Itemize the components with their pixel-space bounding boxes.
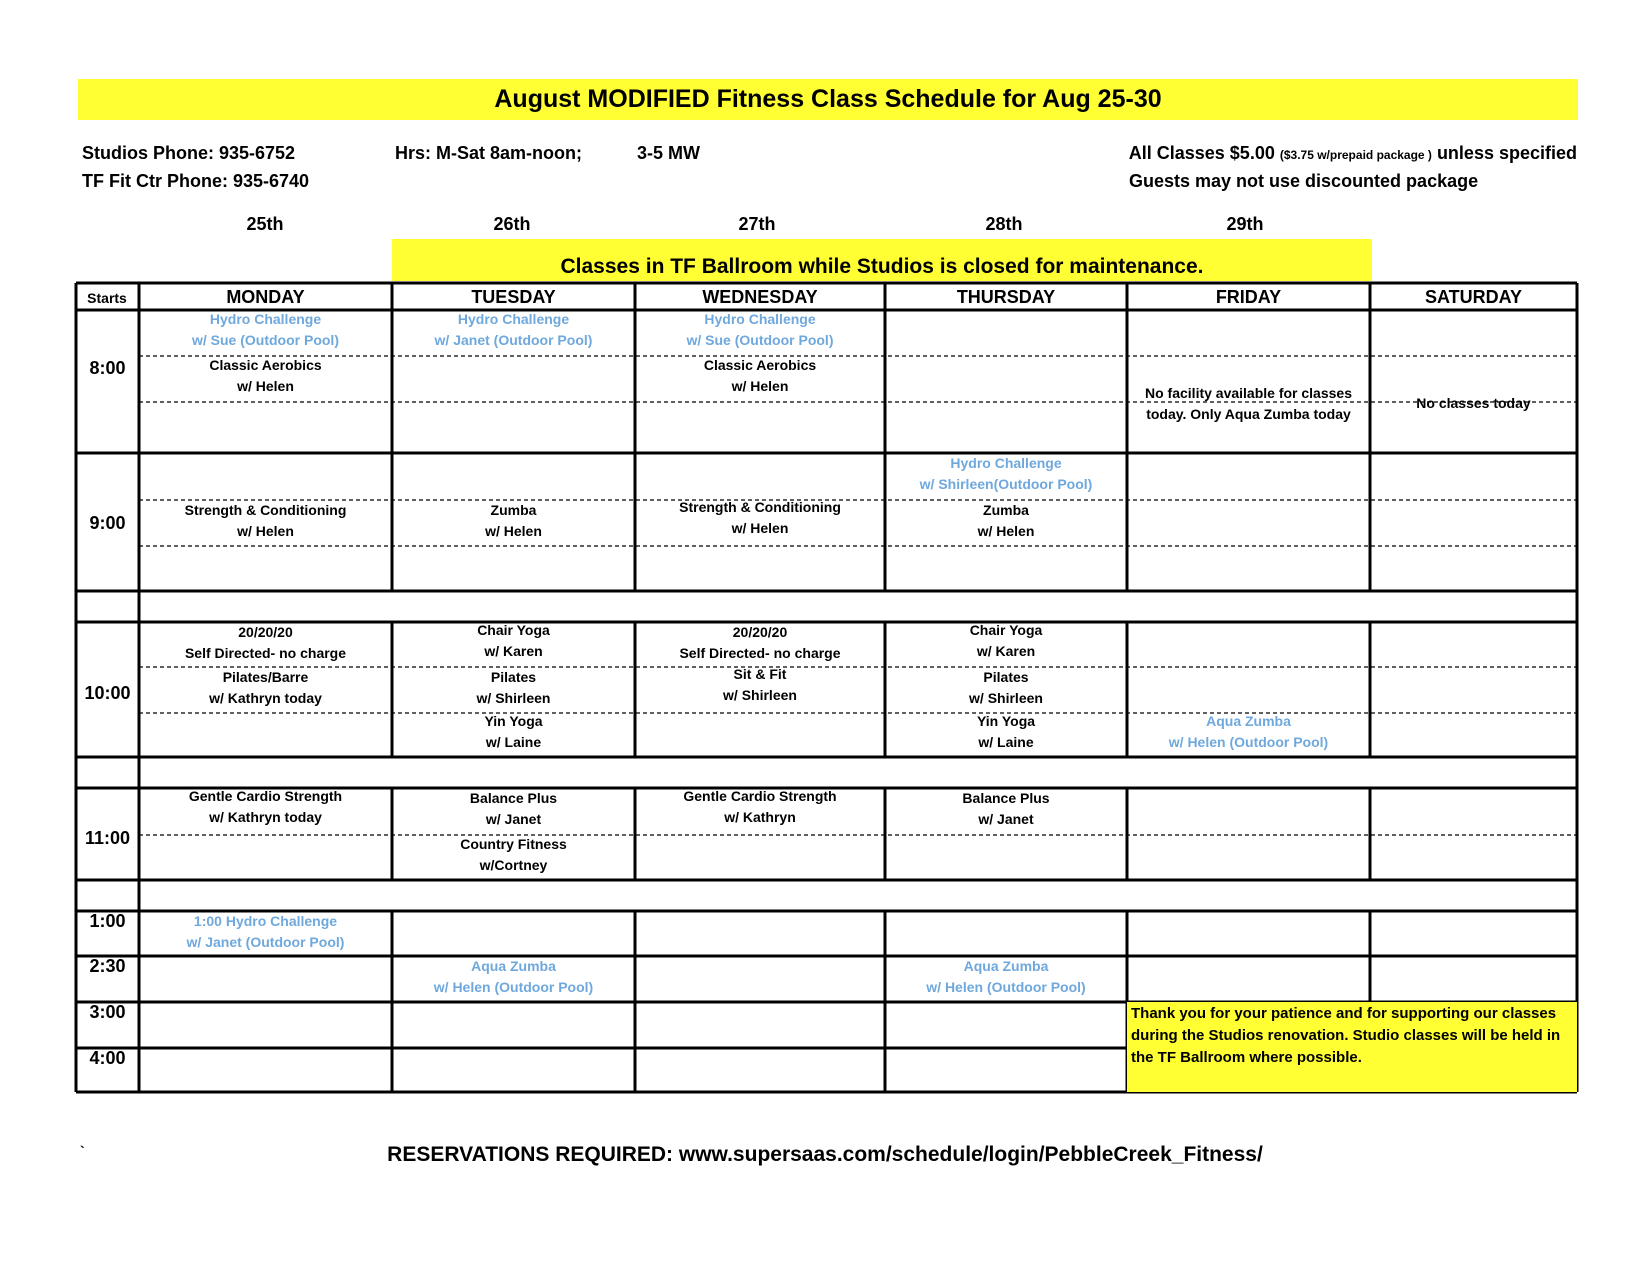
class-entry [885, 956, 1127, 998]
class-entry [885, 453, 1127, 495]
renovation-note: Thank you for your patience and for supporting our classes during the Studios renovation. Studio classes will be held in the TF Ballroom where possible. [1127, 1002, 1577, 1092]
class-instructor: w/ Helen [237, 523, 294, 539]
class-instructor: w/ Karen [976, 643, 1036, 659]
class-entry [139, 911, 392, 953]
day-header-tuesday: TUESDAY [471, 287, 556, 307]
class-title: Country Fitness [460, 836, 567, 852]
class-entry [885, 667, 1127, 709]
class-entry [885, 711, 1127, 753]
class-instructor: w/ Helen (Outdoor Pool) [433, 979, 594, 995]
stray-mark: ` [80, 1143, 85, 1159]
class-title: Gentle Cardio Strength [683, 788, 837, 804]
class-title: No facility available for classes [1145, 385, 1352, 401]
class-instructor: Self Directed- no charge [679, 645, 841, 661]
time-label: 1:00 [89, 911, 126, 931]
class-entry [885, 500, 1127, 542]
hours-extra: 3-5 MW [637, 143, 700, 163]
class-entry [392, 309, 635, 351]
class-entry [392, 956, 635, 998]
class-title: Pilates/Barre [222, 669, 309, 685]
class-title: Chair Yoga [477, 622, 550, 638]
class-instructor: w/Cortney [479, 857, 548, 873]
time-label: 2:30 [89, 956, 126, 976]
time-label: 3:00 [89, 1002, 126, 1022]
class-instructor: today. Only Aqua Zumba today [1146, 406, 1351, 422]
guests-note: Guests may not use discounted package [1129, 171, 1479, 191]
class-title: Aqua Zumba [963, 958, 1049, 974]
date-wednesday: 27th [738, 214, 776, 234]
class-instructor: w/ Kathryn [724, 809, 796, 825]
class-entry [139, 309, 392, 351]
class-title: Strength & Conditioning [184, 502, 347, 518]
day-header-wednesday: WEDNESDAY [702, 287, 818, 307]
date-tuesday: 26th [493, 214, 531, 234]
class-instructor: w/ Helen [237, 378, 294, 394]
class-instructor: w/ Helen [731, 378, 789, 394]
class-entry [392, 500, 635, 542]
class-title: Balance Plus [469, 790, 558, 806]
class-instructor: w/ Karen [484, 643, 543, 659]
reservations-footer: RESERVATIONS REQUIRED: www.supersaas.com/schedule/login/PebbleCreek_Fitness/ [387, 1143, 1263, 1166]
class-entry [885, 620, 1127, 662]
studios-phone: Studios Phone: 935-6752 [82, 143, 296, 163]
class-title: Gentle Cardio Strength [188, 788, 343, 804]
class-title: Yin Yoga [976, 713, 1036, 729]
time-label: 11:00 [84, 828, 131, 848]
hours: Hrs: M-Sat 8am-noon; [395, 143, 583, 163]
class-entry [139, 622, 392, 664]
class-entry [139, 667, 392, 709]
class-instructor: w/ Helen (Outdoor Pool) [926, 979, 1086, 995]
class-instructor: w/ Helen [977, 523, 1035, 539]
starts-header: Starts [87, 290, 127, 306]
maintenance-banner: Classes in TF Ballroom while Studios is closed for maintenance. [392, 239, 1372, 281]
time-label: 4:00 [89, 1048, 126, 1068]
class-title: Hydro Challenge [209, 311, 322, 327]
class-title: 1:00 Hydro Challenge [193, 913, 338, 929]
class-entry [392, 620, 635, 662]
class-entry [392, 788, 635, 830]
class-instructor: w/ Shirleen [969, 690, 1043, 706]
class-entry [885, 788, 1127, 830]
class-entry [139, 355, 392, 397]
class-title: Hydro Challenge [950, 455, 1062, 471]
class-entry [139, 500, 392, 542]
time-label: 9:00 [89, 513, 126, 533]
class-entry [1127, 383, 1370, 425]
class-instructor: w/ Kathryn today [209, 809, 322, 825]
class-instructor: w/ Sue (Outdoor Pool) [686, 332, 834, 348]
class-instructor: w/ Helen [731, 520, 789, 536]
class-title: Pilates [983, 669, 1029, 685]
class-instructor: w/ Janet [485, 811, 542, 827]
class-title: Classic Aerobics [209, 357, 322, 373]
class-entry [635, 622, 885, 664]
class-entry [635, 309, 885, 351]
price-suffix: unless specified [1436, 143, 1577, 163]
class-entry [392, 667, 635, 709]
price-package: ($3.75 w/prepaid package ) [1279, 148, 1432, 162]
class-instructor: w/ Shirleen(Outdoor Pool) [919, 476, 1093, 492]
class-entry [635, 355, 885, 397]
class-entry [1370, 393, 1577, 414]
time-label: 10:00 [84, 683, 131, 703]
class-instructor: w/ Shirleen [476, 690, 551, 706]
day-header-thursday: THURSDAY [956, 287, 1056, 307]
class-title: Classic Aerobics [703, 357, 817, 373]
price-main: All Classes $5.00 [1128, 143, 1275, 163]
class-title: 20/20/20 [238, 624, 293, 640]
class-title: Aqua Zumba [1206, 713, 1291, 729]
class-title: Aqua Zumba [471, 958, 556, 974]
class-title: Chair Yoga [969, 622, 1043, 638]
class-title: Balance Plus [962, 790, 1050, 806]
class-entry [635, 786, 885, 828]
class-instructor: w/ Shirleen [723, 687, 797, 703]
date-thursday: 28th [985, 214, 1023, 234]
date-friday: 29th [1226, 214, 1264, 234]
class-title: Strength & Conditioning [679, 499, 841, 515]
page-title: August MODIFIED Fitness Class Schedule for Aug 25-30 [78, 79, 1578, 120]
class-title: Sit & Fit [733, 666, 787, 682]
class-title: Pilates [490, 669, 537, 685]
class-title: Hydro Challenge [704, 311, 816, 327]
class-instructor: w/ Laine [978, 734, 1034, 750]
class-instructor: w/ Janet (Outdoor Pool) [434, 332, 593, 348]
class-instructor: w/ Helen [485, 523, 542, 539]
class-title: Hydro Challenge [457, 311, 570, 327]
class-instructor: w/ Janet [978, 811, 1034, 827]
class-instructor: Self Directed- no charge [184, 645, 347, 661]
class-instructor: w/ Helen (Outdoor Pool) [1168, 734, 1329, 750]
class-instructor: w/ Sue (Outdoor Pool) [192, 332, 339, 348]
class-instructor: w/ Kathryn today [209, 690, 322, 706]
class-entry [392, 711, 635, 753]
class-title: Yin Yoga [484, 713, 543, 729]
class-title: 20/20/20 [732, 624, 788, 640]
fit-center-phone: TF Fit Ctr Phone: 935-6740 [82, 171, 310, 191]
day-header-saturday: SATURDAY [1424, 287, 1522, 307]
class-title: Zumba [490, 502, 537, 518]
class-title: No classes today [1416, 395, 1531, 411]
class-entry [392, 834, 635, 876]
class-title: Zumba [983, 502, 1029, 518]
date-monday: 25th [246, 214, 284, 234]
time-label: 8:00 [89, 358, 126, 378]
class-instructor: w/ Laine [485, 734, 542, 750]
day-header-monday: MONDAY [226, 287, 305, 307]
class-instructor: w/ Janet (Outdoor Pool) [186, 934, 345, 950]
class-entry [635, 497, 885, 539]
day-header-friday: FRIDAY [1215, 287, 1282, 307]
class-entry [635, 664, 885, 706]
class-entry [139, 786, 392, 828]
class-entry [1127, 711, 1370, 753]
